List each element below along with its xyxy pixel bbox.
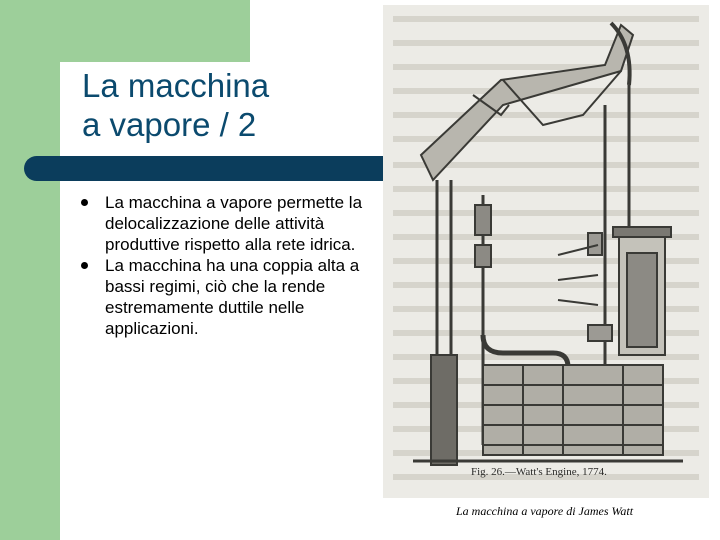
bullet-text: La macchina a vapore permette la delocalizzazione delle attività produttive rispetto alla rete idrica. xyxy=(105,193,363,254)
title-divider-bar xyxy=(24,156,424,181)
green-side-stripe xyxy=(0,0,60,540)
figure-label: Fig. 26.—Watt's Engine, 1774. xyxy=(471,466,607,478)
bullet-dot-icon xyxy=(81,262,88,269)
bullet-item xyxy=(80,255,370,339)
bullet-item xyxy=(80,192,370,255)
title-line-2: a vapore / 2 xyxy=(82,106,257,143)
watt-engine-engraving xyxy=(383,5,709,498)
title-line-1: La macchina xyxy=(82,67,270,104)
bullet-list xyxy=(80,192,370,339)
green-top-block xyxy=(0,0,250,62)
watt-engine-illustration xyxy=(383,5,709,498)
bullet-text: La macchina ha una coppia alta a bassi regimi, ciò che la rende estremamente duttile nelle applicazioni. xyxy=(105,256,360,338)
image-caption: La macchina a vapore di James Watt xyxy=(456,504,634,518)
slide-title xyxy=(82,66,362,144)
bullet-dot-icon xyxy=(81,199,88,206)
